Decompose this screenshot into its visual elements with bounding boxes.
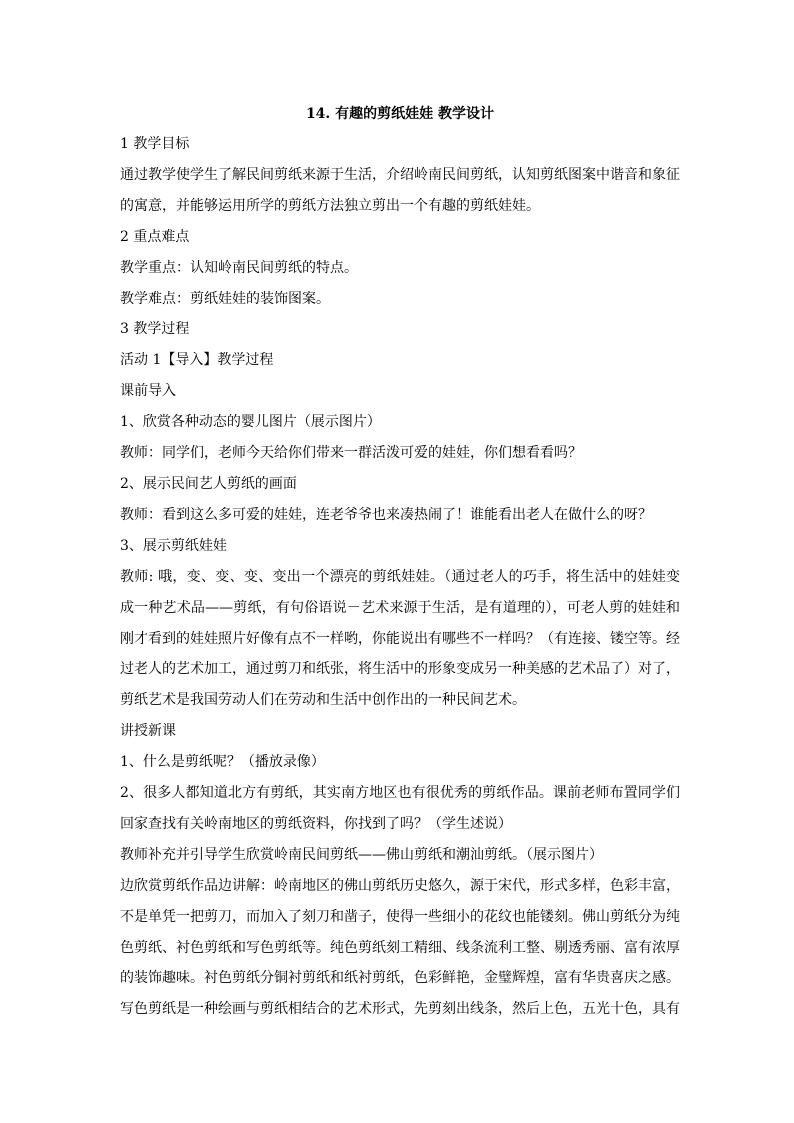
teacher-line-1: 教师：同学们，老师今天给你们带来一群活泼可爱的娃娃，你们想看看吗？ <box>120 445 582 462</box>
activity-heading: 活动 1【导入】教学过程 <box>120 352 274 369</box>
teacher-supplement: 教师补充并引导学生欣赏岭南民间剪纸——佛山剪纸和潮汕剪纸。（展示图片） <box>120 846 603 863</box>
document-title: 14. 有趣的剪纸娃娃 教学设计 <box>305 106 495 122</box>
section-heading-process: 3 教学过程 <box>120 321 190 338</box>
subheading-intro: 课前导入 <box>120 383 176 400</box>
lesson-explanation: 边欣赏剪纸作品边讲解：岭南地区的佛山剪纸历史悠久，源于宋代，形式多样，色彩丰富，不是单凭一把剪刀，而加入了刻刀和凿子，使得一些细小的花纹也能镂刻。佛山剪纸分为纯色剪纸、衬色剪纸和写色剪纸等。纯色剪纸刻工精细、线条流利工整、剔透秀丽、富有浓厚的装饰趣味。衬色剪纸分铜衬剪纸和纸衬剪纸，色彩鲜艳，金璧辉煌，富有华贵喜庆之感。写色剪纸是一种绘画与剪纸相结合的艺术形式，先剪刻出线条，然后上色，五光十色，具有 <box>120 877 680 1018</box>
document-body <box>120 103 680 1025</box>
paragraph-objectives: 通过教学使学生了解民间剪纸来源于生活，介绍岭南民间剪纸，认知剪纸图案中谐音和象征的寓意，并能够运用所学的剪纸方法独立剪出一个有趣的剪纸娃娃。 <box>120 166 680 214</box>
intro-step-1: 1、欣赏各种动态的婴儿图片（展示图片） <box>120 414 381 431</box>
teacher-line-3: 教师: 哦，变、变、变、变出一个漂亮的剪纸娃娃。（通过老人的巧手，将生活中的娃娃变成一种艺术品——剪纸，有句俗语说－艺术来源于生活，是有道理的），可老人剪的娃娃和刚才看到的娃娃照片好像有点不一样哟，你能说出有哪些不一样吗？（有连接、镂空等。经过老人的艺术加工，通过剪刀和纸张，将生活中的形象变成另一种美感的艺术品了）对了，剪纸艺术是我国劳动人们在劳动和生活中创作出的一种民间艺术。 <box>120 568 680 709</box>
section-heading-key-points: 2 重点难点 <box>120 228 190 245</box>
section-heading-objectives: 1 教学目标 <box>120 136 190 152</box>
lesson-step-2: 2、很多人都知道北方有剪纸，其实南方地区也有很优秀的剪纸作品。课前老师布置同学们回家查找有关岭南地区的剪纸资料，你找到了吗？（学生述说） <box>120 785 680 832</box>
subheading-new-lesson: 讲授新课 <box>120 723 176 740</box>
intro-step-2: 2、展示民间艺人剪纸的画面 <box>120 475 297 492</box>
intro-step-3: 3、展示剪纸娃娃 <box>120 537 227 554</box>
teacher-line-2: 教师：看到这么多可爱的娃娃，连老爷爷也来凑热闹了！谁能看出老人在做什么的呀？ <box>120 506 652 523</box>
paragraph-difficult-point: 教学难点：剪纸娃娃的装饰图案。 <box>120 290 330 307</box>
paragraph-key-point: 教学重点：认知岭南民间剪纸的特点。 <box>120 259 358 276</box>
lesson-step-1: 1、什么是剪纸呢？（播放录像） <box>120 754 325 771</box>
